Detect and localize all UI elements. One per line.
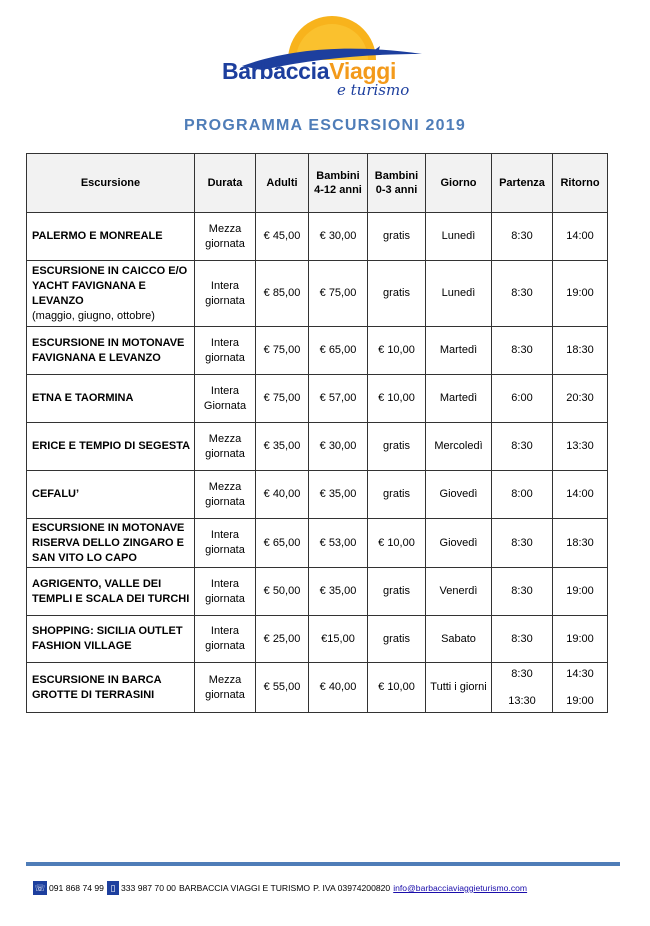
cell-bambini-0-3: gratis bbox=[368, 213, 426, 261]
cell-partenza: 8:00 bbox=[492, 471, 553, 519]
cell-bambini-0-3: € 10,00 bbox=[368, 519, 426, 568]
cell-partenza: 8:30 bbox=[492, 213, 553, 261]
header-bambini-4-12: Bambini 4-12 anni bbox=[309, 154, 368, 213]
partenza-time-2: 13:30 bbox=[508, 694, 536, 707]
cell-giorno: Lunedì bbox=[426, 213, 492, 261]
excursion-title: ESCURSIONE IN CAICCO E/O YACHT FAVIGNANA E LEVANZO bbox=[32, 264, 188, 307]
cell-adulti: € 85,00 bbox=[256, 261, 309, 327]
cell-durata: Intera giornata bbox=[195, 519, 256, 568]
table-row bbox=[27, 568, 608, 616]
excursions-table bbox=[26, 153, 608, 713]
cell-bambini-4-12: € 40,00 bbox=[309, 663, 368, 713]
header-durata: Durata bbox=[195, 154, 256, 213]
cell-adulti: € 40,00 bbox=[256, 471, 309, 519]
brand-name-first: Barbaccia bbox=[222, 58, 330, 84]
cell-adulti: € 45,00 bbox=[256, 213, 309, 261]
cell-ritorno: 19:00 bbox=[553, 568, 608, 616]
cell-escursione: ESCURSIONE IN MOTONAVE RISERVA DELLO ZINGARO E SAN VITO LO CAPO bbox=[27, 519, 195, 568]
cell-partenza: 8:30 bbox=[492, 261, 553, 327]
cell-giorno: Giovedì bbox=[426, 519, 492, 568]
cell-adulti: € 75,00 bbox=[256, 327, 309, 375]
cell-bambini-4-12: € 65,00 bbox=[309, 327, 368, 375]
cell-giorno: Venerdì bbox=[426, 568, 492, 616]
cell-bambini-4-12: € 35,00 bbox=[309, 568, 368, 616]
header-ritorno: Ritorno bbox=[553, 154, 608, 213]
footer-email-link[interactable]: info@barbacciaviaggieturismo.com bbox=[393, 883, 528, 893]
cell-bambini-4-12: € 35,00 bbox=[309, 471, 368, 519]
cell-escursione: AGRIGENTO, VALLE DEI TEMPLI E SCALA DEI TURCHI bbox=[27, 568, 195, 616]
cell-durata: Intera Giornata bbox=[195, 375, 256, 423]
table-row bbox=[27, 327, 608, 375]
table-row bbox=[27, 471, 608, 519]
cell-giorno: Sabato bbox=[426, 616, 492, 663]
cell-escursione: ERICE E TEMPIO DI SEGESTA bbox=[27, 423, 195, 471]
cell-escursione: CEFALU’ bbox=[27, 471, 195, 519]
cell-partenza bbox=[492, 663, 553, 713]
cell-ritorno: 18:30 bbox=[553, 327, 608, 375]
cell-giorno: Tutti i giorni bbox=[426, 663, 492, 713]
table-row bbox=[27, 519, 608, 568]
cell-escursione: SHOPPING: SICILIA OUTLET FASHION VILLAGE bbox=[27, 616, 195, 663]
table-row bbox=[27, 663, 608, 713]
cell-giorno: Martedì bbox=[426, 327, 492, 375]
cell-bambini-0-3: € 10,00 bbox=[368, 375, 426, 423]
cell-bambini-4-12: € 30,00 bbox=[309, 423, 368, 471]
cell-adulti: € 25,00 bbox=[256, 616, 309, 663]
ritorno-time-1: 14:30 bbox=[566, 667, 594, 680]
cell-partenza: 8:30 bbox=[492, 616, 553, 663]
cell-bambini-0-3: gratis bbox=[368, 568, 426, 616]
cell-ritorno: 14:00 bbox=[553, 213, 608, 261]
partenza-times bbox=[496, 667, 548, 709]
logo bbox=[0, 0, 650, 110]
excursion-note: (maggio, giugno, ottobre) bbox=[32, 309, 155, 322]
cell-durata: Intera giornata bbox=[195, 261, 256, 327]
cell-ritorno: 18:30 bbox=[553, 519, 608, 568]
cell-escursione: ETNA E TAORMINA bbox=[27, 375, 195, 423]
cell-durata: Intera giornata bbox=[195, 568, 256, 616]
footer-phone: 091 868 74 99 bbox=[49, 883, 104, 893]
cell-bambini-4-12: € 57,00 bbox=[309, 375, 368, 423]
cell-bambini-4-12: € 75,00 bbox=[309, 261, 368, 327]
cell-ritorno: 19:00 bbox=[553, 616, 608, 663]
mobile-icon: ▯ bbox=[107, 881, 119, 895]
phone-icon: ☏ bbox=[34, 883, 46, 893]
footer-divider bbox=[26, 862, 620, 866]
cell-bambini-0-3: € 10,00 bbox=[368, 663, 426, 713]
cell-bambini-4-12: € 30,00 bbox=[309, 213, 368, 261]
cell-partenza: 8:30 bbox=[492, 327, 553, 375]
cell-bambini-4-12: €15,00 bbox=[309, 616, 368, 663]
table-row bbox=[27, 375, 608, 423]
cell-bambini-0-3: € 10,00 bbox=[368, 327, 426, 375]
cell-bambini-0-3: gratis bbox=[368, 423, 426, 471]
cell-escursione bbox=[27, 261, 195, 327]
cell-adulti: € 50,00 bbox=[256, 568, 309, 616]
cell-partenza: 8:30 bbox=[492, 519, 553, 568]
cell-escursione: PALERMO E MONREALE bbox=[27, 213, 195, 261]
header-partenza: Partenza bbox=[492, 154, 553, 213]
header-adulti: Adulti bbox=[256, 154, 309, 213]
cell-adulti: € 35,00 bbox=[256, 423, 309, 471]
footer-contacts bbox=[33, 879, 527, 897]
cell-bambini-4-12: € 53,00 bbox=[309, 519, 368, 568]
cell-durata: Mezza giornata bbox=[195, 663, 256, 713]
cell-partenza: 6:00 bbox=[492, 375, 553, 423]
cell-ritorno: 13:30 bbox=[553, 423, 608, 471]
cell-adulti: € 75,00 bbox=[256, 375, 309, 423]
brand-name-second: Viaggi bbox=[329, 58, 397, 84]
header-bambini-0-3: Bambini 0-3 anni bbox=[368, 154, 426, 213]
ritorno-time-2: 19:00 bbox=[566, 694, 594, 707]
cell-adulti: € 65,00 bbox=[256, 519, 309, 568]
cell-durata: Mezza giornata bbox=[195, 423, 256, 471]
cell-adulti: € 55,00 bbox=[256, 663, 309, 713]
ritorno-times bbox=[557, 667, 603, 709]
table-row bbox=[27, 213, 608, 261]
cell-durata: Intera giornata bbox=[195, 327, 256, 375]
cell-partenza: 8:30 bbox=[492, 423, 553, 471]
table-row bbox=[27, 261, 608, 327]
cell-durata: Mezza giornata bbox=[195, 471, 256, 519]
cell-bambini-0-3: gratis bbox=[368, 616, 426, 663]
cell-bambini-0-3: gratis bbox=[368, 471, 426, 519]
cell-escursione: ESCURSIONE IN BARCA GROTTE DI TERRASINI bbox=[27, 663, 195, 713]
footer-mobile: 333 987 70 00 bbox=[120, 883, 176, 893]
table-header-row bbox=[27, 154, 608, 213]
cell-ritorno: 19:00 bbox=[553, 261, 608, 327]
cell-ritorno: 14:00 bbox=[553, 471, 608, 519]
cell-ritorno: 20:30 bbox=[553, 375, 608, 423]
header-giorno: Giorno bbox=[426, 154, 492, 213]
cell-giorno: Mercoledì bbox=[426, 423, 492, 471]
brand-tagline: e turismo bbox=[337, 81, 410, 99]
page-title: PROGRAMMA ESCURSIONI 2019 bbox=[184, 117, 466, 134]
cell-escursione: ESCURSIONE IN MOTONAVE FAVIGNANA E LEVANZO bbox=[27, 327, 195, 375]
cell-giorno: Martedì bbox=[426, 375, 492, 423]
partenza-time-1: 8:30 bbox=[511, 667, 533, 680]
header-escursione: Escursione bbox=[27, 154, 195, 213]
footer-company: BARBACCIA VIAGGI E TURISMO bbox=[178, 883, 311, 893]
cell-giorno: Giovedì bbox=[426, 471, 492, 519]
cell-durata: Mezza giornata bbox=[195, 213, 256, 261]
cell-giorno: Lunedì bbox=[426, 261, 492, 327]
cell-bambini-0-3: gratis bbox=[368, 261, 426, 327]
footer-vat: P. IVA 03974200820 bbox=[313, 883, 391, 893]
table-row bbox=[27, 423, 608, 471]
cell-partenza: 8:30 bbox=[492, 568, 553, 616]
table-row bbox=[27, 616, 608, 663]
cell-ritorno bbox=[553, 663, 608, 713]
cell-durata: Intera giornata bbox=[195, 616, 256, 663]
